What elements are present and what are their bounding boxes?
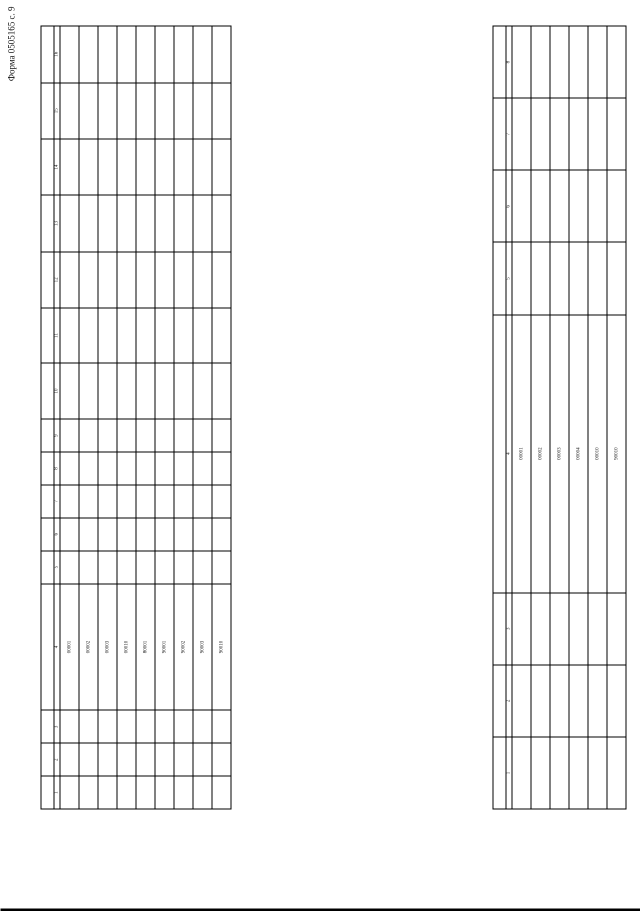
t1-cell: [212, 362, 231, 418]
t1-cell: [174, 743, 193, 776]
t1-code: 00001: [60, 583, 79, 710]
t1-cell: [193, 308, 212, 363]
t1-colnum: 11: [54, 308, 60, 363]
t1-colnum: 1: [54, 776, 60, 809]
t2-cell: [512, 26, 531, 98]
t2-cell: [512, 592, 531, 664]
t1-cell: [117, 710, 136, 743]
t2-colnum: 6: [506, 170, 512, 242]
t1-cell: [136, 776, 155, 809]
t1-cell: [136, 484, 155, 517]
t2-cell: [550, 664, 569, 736]
t2-cell: [588, 98, 607, 170]
t1-cell: [79, 26, 98, 83]
t1-cell: [136, 82, 155, 138]
t1-cell: [136, 419, 155, 452]
t2-cell: [550, 736, 569, 808]
t2-header-cell: [493, 26, 506, 98]
t1-cell: [79, 484, 98, 517]
t1-code: 00002: [79, 583, 98, 710]
t2-cell: [531, 736, 550, 808]
t1-cell: [193, 251, 212, 307]
t1-cell: [79, 550, 98, 583]
t1-header-cell: [41, 517, 54, 550]
t1-cell: [155, 82, 174, 138]
t2-cell: [531, 26, 550, 98]
t1-cell: [212, 195, 231, 251]
t2-cell: [550, 98, 569, 170]
t1-cell: [212, 743, 231, 776]
t1-cell: [98, 550, 117, 583]
t1-cell: [79, 710, 98, 743]
t2-cell: [569, 26, 588, 98]
t1-header-cell: [41, 251, 54, 307]
t1-cell: [136, 550, 155, 583]
t1-code: 90010: [212, 583, 231, 710]
t1-cell: [98, 138, 117, 194]
t1-cell: [174, 251, 193, 307]
t1-cell: [117, 82, 136, 138]
t1-colnum: 14: [54, 138, 60, 194]
t1-cell: [117, 743, 136, 776]
t2-cell: [550, 170, 569, 242]
t2-cell: [569, 664, 588, 736]
t1-colnum: 6: [54, 517, 60, 550]
t2-cell: [607, 736, 626, 808]
t1-cell: [98, 251, 117, 307]
t1-cell: [98, 776, 117, 809]
t1-cell: [193, 484, 212, 517]
t1-cell: [136, 308, 155, 363]
t1-cell: [155, 710, 174, 743]
t1-cell: [155, 26, 174, 83]
t1-cell: [155, 776, 174, 809]
t1-cell: [193, 776, 212, 809]
t1-code: 90001: [155, 583, 174, 710]
t1-cell: [212, 550, 231, 583]
t1-cell: [193, 452, 212, 485]
t2-cell: [550, 26, 569, 98]
t1-cell: [117, 517, 136, 550]
t1-cell: [136, 710, 155, 743]
t2-cell: [588, 26, 607, 98]
t1-cell: [79, 419, 98, 452]
t1-cell: [117, 138, 136, 194]
t1-cell: [155, 419, 174, 452]
t1-cell: [155, 308, 174, 363]
t1-colnum: 12: [54, 251, 60, 307]
t1-cell: [60, 776, 79, 809]
t1-cell: [193, 362, 212, 418]
t2-cell: [512, 98, 531, 170]
t1-code: 80001: [136, 583, 155, 710]
t2-colnum: 2: [506, 664, 512, 736]
t1-header-cell: [41, 550, 54, 583]
t1-cell: [117, 550, 136, 583]
t1-colnum: 3: [54, 710, 60, 743]
t1-cell: [117, 251, 136, 307]
t1-cell: [79, 362, 98, 418]
t1-cell: [193, 517, 212, 550]
t2-cell: [588, 664, 607, 736]
t1-cell: [98, 452, 117, 485]
t2-cell: [588, 736, 607, 808]
t2-code: 00004: [569, 314, 588, 592]
t1-cell: [60, 251, 79, 307]
t1-cell: [212, 484, 231, 517]
t1-colnum: 9: [54, 419, 60, 452]
t2-code: 00002: [531, 314, 550, 592]
t1-cell: [212, 308, 231, 363]
t1-cell: [117, 26, 136, 83]
t2-cell: [569, 242, 588, 314]
t2-cell: [531, 592, 550, 664]
t2-cell: [512, 664, 531, 736]
t1-cell: [117, 484, 136, 517]
t1-cell: [193, 82, 212, 138]
t2-header-cell: [493, 314, 506, 592]
t1-cell: [212, 776, 231, 809]
t2-code: 00010: [588, 314, 607, 592]
t1-header-cell: [41, 710, 54, 743]
t1-cell: [212, 452, 231, 485]
t1-cell: [193, 195, 212, 251]
t1-colnum: 8: [54, 452, 60, 485]
t1-cell: [79, 776, 98, 809]
t1-cell: [79, 82, 98, 138]
t1-cell: [193, 419, 212, 452]
t1-cell: [117, 419, 136, 452]
t2-cell: [550, 592, 569, 664]
t1-cell: [155, 138, 174, 194]
form-code: Форма 0505165 с. 9: [6, 6, 16, 81]
t1-cell: [212, 251, 231, 307]
t1-cell: [136, 138, 155, 194]
t1-header-cell: [41, 583, 54, 710]
t1-cell: [79, 743, 98, 776]
t1-cell: [117, 195, 136, 251]
t1-cell: [136, 251, 155, 307]
t1-cell: [60, 550, 79, 583]
t1-cell: [60, 138, 79, 194]
t2-cell: [512, 170, 531, 242]
t1-cell: [117, 776, 136, 809]
t1-cell: [60, 419, 79, 452]
t1-header-cell: [41, 26, 54, 83]
t2-cell: [607, 242, 626, 314]
t1-cell: [193, 710, 212, 743]
t1-cell: [193, 743, 212, 776]
t1-header-cell: [41, 195, 54, 251]
t2-header-cell: [493, 170, 506, 242]
t1-header-cell: [41, 138, 54, 194]
t1-cell: [174, 308, 193, 363]
t1-cell: [60, 484, 79, 517]
t1-header-cell: [41, 419, 54, 452]
t1-cell: [174, 82, 193, 138]
t2-cell: [607, 592, 626, 664]
t2-cell: [607, 98, 626, 170]
t2-cell: [569, 736, 588, 808]
t2-cell: [569, 170, 588, 242]
t1-cell: [136, 26, 155, 83]
t1-cell: [155, 517, 174, 550]
t1-cell: [60, 517, 79, 550]
t1-cell: [98, 308, 117, 363]
t1-cell: [174, 26, 193, 83]
t2-colnum: 3: [506, 592, 512, 664]
t1-cell: [60, 452, 79, 485]
t1-cell: [117, 362, 136, 418]
t1-cell: [60, 82, 79, 138]
t1-cell: [98, 419, 117, 452]
t1-cell: [117, 308, 136, 363]
t2-header-cell: [493, 98, 506, 170]
t1-cell: [212, 710, 231, 743]
t1-cell: [212, 138, 231, 194]
t2-cell: [512, 242, 531, 314]
t1-cell: [60, 362, 79, 418]
t1-cell: [117, 452, 136, 485]
t1-cell: [60, 195, 79, 251]
t1-header-cell: [41, 452, 54, 485]
t1-cell: [174, 550, 193, 583]
t1-cell: [155, 195, 174, 251]
t2-header-cell: [493, 592, 506, 664]
t2-code: 00003: [550, 314, 569, 592]
t1-cell: [79, 308, 98, 363]
t1-cell: [174, 362, 193, 418]
t1-cell: [212, 82, 231, 138]
t2-cell: [569, 592, 588, 664]
t1-colnum: 15: [54, 82, 60, 138]
t1-code: 90002: [174, 583, 193, 710]
t1-cell: [60, 26, 79, 83]
t1-cell: [98, 195, 117, 251]
t1-cell: [174, 195, 193, 251]
t2-colnum: 7: [506, 98, 512, 170]
t1-cell: [136, 362, 155, 418]
t1-cell: [79, 517, 98, 550]
t1-cell: [174, 138, 193, 194]
t1-code: 90003: [193, 583, 212, 710]
table-2: [492, 25, 626, 809]
t1-header-cell: [41, 82, 54, 138]
t1-colnum: 10: [54, 362, 60, 418]
t1-cell: [79, 452, 98, 485]
t1-cell: [98, 26, 117, 83]
t1-cell: [98, 743, 117, 776]
t1-cell: [136, 452, 155, 485]
t2-code: 00001: [512, 314, 531, 592]
t1-cell: [60, 710, 79, 743]
t2-header-cell: [493, 242, 506, 314]
t1-cell: [98, 484, 117, 517]
t1-cell: [79, 195, 98, 251]
t2-colnum: 5: [506, 242, 512, 314]
t1-cell: [155, 362, 174, 418]
t1-cell: [98, 82, 117, 138]
t2-cell: [569, 98, 588, 170]
t1-header-cell: [41, 308, 54, 363]
t1-cell: [155, 743, 174, 776]
t2-cell: [531, 664, 550, 736]
t1-cell: [193, 138, 212, 194]
t1-cell: [60, 308, 79, 363]
t1-cell: [136, 517, 155, 550]
t1-header-cell: [41, 484, 54, 517]
t2-cell: [588, 170, 607, 242]
t2-cell: [531, 98, 550, 170]
t1-cell: [174, 419, 193, 452]
t1-cell: [174, 517, 193, 550]
t2-header-cell: [493, 664, 506, 736]
t1-colnum: 4: [54, 583, 60, 710]
t1-cell: [212, 419, 231, 452]
t1-cell: [79, 251, 98, 307]
t2-cell: [550, 242, 569, 314]
t2-colnum: 1: [506, 736, 512, 808]
t1-colnum: 2: [54, 743, 60, 776]
t2-cell: [531, 242, 550, 314]
t1-colnum: 7: [54, 484, 60, 517]
t1-colnum: 5: [54, 550, 60, 583]
t2-cell: [512, 736, 531, 808]
t1-cell: [193, 550, 212, 583]
t1-cell: [212, 26, 231, 83]
t1-colnum: 13: [54, 195, 60, 251]
t1-cell: [98, 517, 117, 550]
t1-cell: [98, 710, 117, 743]
t1-cell: [136, 743, 155, 776]
t1-cell: [79, 138, 98, 194]
t1-code: 00010: [117, 583, 136, 710]
t2-cell: [607, 664, 626, 736]
t2-cell: [607, 170, 626, 242]
t1-cell: [174, 484, 193, 517]
t1-cell: [98, 362, 117, 418]
t1-cell: [174, 452, 193, 485]
t1-cell: [174, 776, 193, 809]
table-1: [40, 25, 231, 809]
t1-header-cell: [41, 743, 54, 776]
t1-cell: [212, 517, 231, 550]
t2-cell: [607, 26, 626, 98]
t1-cell: [136, 195, 155, 251]
t2-code: 90010: [607, 314, 626, 592]
t1-header-cell: [41, 776, 54, 809]
t2-cell: [588, 242, 607, 314]
t2-cell: [531, 170, 550, 242]
t2-cell: [588, 592, 607, 664]
t2-colnum: 4: [506, 314, 512, 592]
t2-header-cell: [493, 736, 506, 808]
t2-colnum: 8: [506, 26, 512, 98]
t1-cell: [193, 26, 212, 83]
t1-cell: [60, 743, 79, 776]
t1-cell: [155, 484, 174, 517]
t1-cell: [155, 452, 174, 485]
t1-header-cell: [41, 362, 54, 418]
t1-cell: [155, 550, 174, 583]
t1-code: 00003: [98, 583, 117, 710]
t1-cell: [155, 251, 174, 307]
t1-colnum: 16: [54, 26, 60, 83]
t1-cell: [174, 710, 193, 743]
